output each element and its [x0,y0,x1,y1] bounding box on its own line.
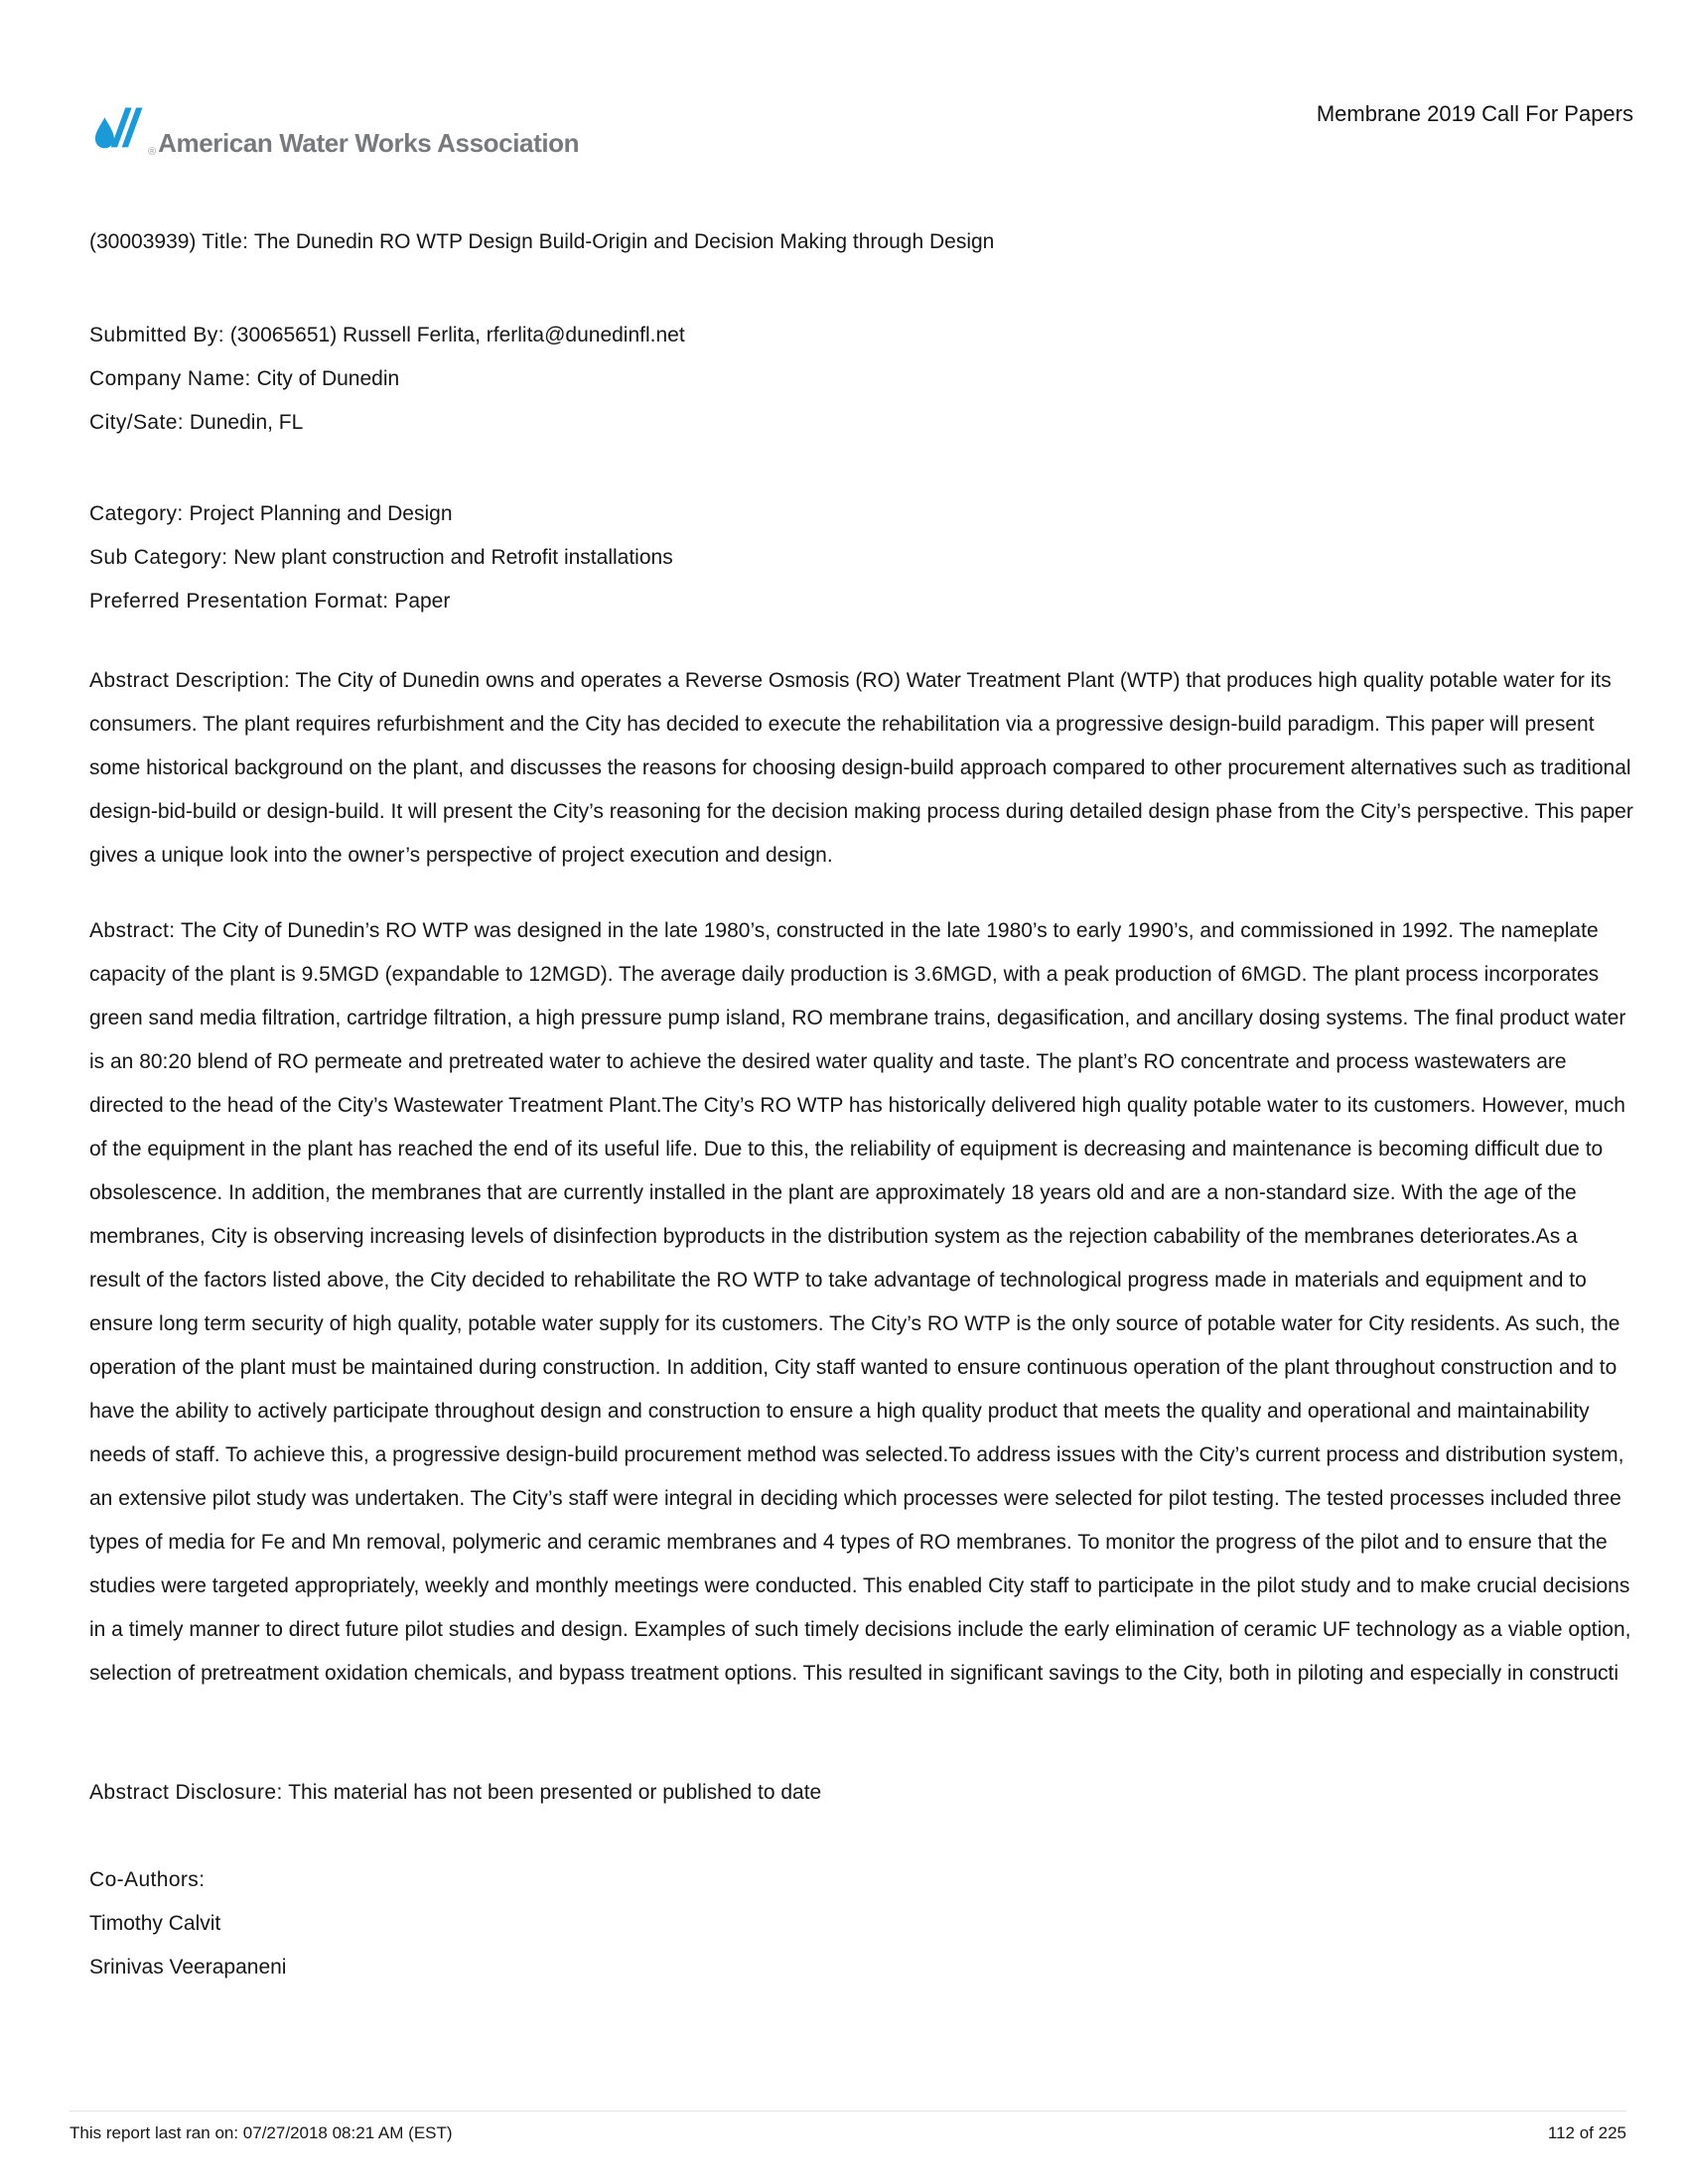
abstract [89,909,1633,1696]
company-name-line [89,357,1633,401]
presentation-format-line [89,580,1633,623]
abstract-id: (30003939) [89,230,197,253]
title-label: Title: [202,230,249,253]
abstract-title-line [89,220,1633,264]
awwa-logo [89,102,579,160]
category-value: Project Planning and Design [189,502,453,525]
page-indicator: 112 of 225 [1547,2123,1626,2142]
submission-info [89,314,1633,445]
registered-trademark-symbol: ® [148,146,157,158]
page-content [0,99,1688,1989]
report-title: Membrane 2019 Call For Papers [1316,101,1633,126]
sub-category-line [89,536,1633,580]
co-author-name: Srinivas Veerapaneni [89,1956,287,1979]
submitted-by-value: (30065651) Russell Ferlita, rferlita@dunedinfl.net [229,324,685,346]
abstract-title: The Dunedin RO WTP Design Build-Origin and Decision Making through Design [253,230,995,253]
presentation-format-label: Preferred Presentation Format: [89,590,389,613]
sub-category-value: New plant construction and Retrofit installations [233,546,673,569]
org-wordmark: American Water Works Association [158,128,580,158]
abstract-text: The City of Dunedin’s RO WTP was designed in the late 1980’s, constructed in the late 1980’s to early 1990’s, and commissioned in 1992. The nameplate capacity of the plant is 9.5MGD (expandable to 12MGD). The average daily production is 3.6MGD, with a peak production of 6MGD. The plant process incorporates green sand media filtration, cartridge filtration, a high pressure pump island, RO membrane trains, degasification, and ancillary dosing systems. The final product water is an 80:20 blend of RO permeate and pretreated water to achieve the desired water quality and taste. The plant’s RO concentrate and process wastewaters are directed to the head of the City’s Wastewater Treatment Plant.The City’s RO WTP has historically delivered high quality potable water to its customers. However, much of the equipment in the plant has reached the end of its useful life. Due to this, the reliability of equipment is decreasing and maintenance is becoming difficult due to obsolescence. In addition, the membranes that are currently installed in the plant are approximately 18 years old and are a non-standard size. With the age of the membranes, City is observing increasing levels of disinfection byproducts in the distribution system as the rejection cabability of the membranes deteriorates.As a result of the factors listed above, the City decided to rehabilitate the RO WTP to take advantage of technological progress made in materials and equipment and to ensure long term security of high quality, potable water supply for its customers. The City’s RO WTP is the only source of potable water for City residents. As such, the operation of the plant must be maintained during construction. In addition, City staff wanted to ensure continuous operation of the plant throughout construction and to have the ability to actively participate throughout design and construction to ensure a high quality product that meets the quality and operational and maintainability needs of staff. To achieve this, a progressive design-build procurement method was selected.To address issues with the City’s current process and distribution system, an extensive pilot study was undertaken. The City’s staff were integral in deciding which processes were selected for pilot testing. The tested processes included three types of media for Fe and Mn removal, polymeric and ceramic membranes and 4 types of RO membranes. To monitor the progress of the pilot and to ensure that the studies were targeted appropriately, weekly and monthly meetings were conducted. This enabled City staff to participate in the pilot study and to make crucial decisions in a timely manner to direct future pilot studies and design. Examples of such timely decisions include the early elimination of ceramic UF technology as a viable option, selection of pretreatment oxidation chemicals, and bypass treatment options. This resulted in significant savings to the City, both in piloting and especially in constructi [89,919,1631,1685]
category-label: Category: [89,502,184,525]
abstract-description [89,659,1633,878]
classification-info [89,492,1633,623]
report-run-timestamp: This report last ran on: 07/27/2018 08:21 AM (EST) [70,2123,453,2142]
abstract-label: Abstract: [89,919,176,942]
awwa-water-drop-icon [89,102,147,160]
abstract-description-text: The City of Dunedin owns and operates a Reverse Osmosis (RO) Water Treatment Plant (WTP) that produces high quality potable water for its consumers. The plant requires refurbishment and the City has decided to execute the rehabilitation via a progressive design-build paradigm. This paper will present some historical background on the plant, and discusses the reasons for choosing design-build approach compared to other procurement alternatives such as traditional design-bid-build or design-build. It will present the City’s reasoning for the decision making process during detailed design phase from the City’s perspective. This paper gives a unique look into the owner’s perspective of project execution and design. [89,669,1633,867]
page-footer [70,2111,1626,2143]
city-state-line [89,401,1633,445]
submitted-by-line [89,314,1633,357]
brandbar [89,99,1633,163]
abstract-disclosure [89,1771,1633,1815]
city-state-value: Dunedin, FL [189,411,304,434]
abstract-description-label: Abstract Description: [89,669,291,692]
co-authors-section [89,1858,1633,1989]
company-name-value: City of Dunedin [256,367,400,390]
city-state-label: City/Sate: [89,411,185,434]
co-author-name: Timothy Calvit [89,1912,221,1935]
sub-category-label: Sub Category: [89,546,228,569]
abstract-disclosure-text: This material has not been presented or published to date [288,1781,822,1804]
company-name-label: Company Name: [89,367,251,390]
presentation-format-value: Paper [394,590,451,613]
category-line [89,492,1633,536]
abstract-disclosure-label: Abstract Disclosure: [89,1781,283,1804]
submitted-by-label: Submitted By: [89,324,224,346]
co-authors-label: Co-Authors: [89,1868,206,1891]
